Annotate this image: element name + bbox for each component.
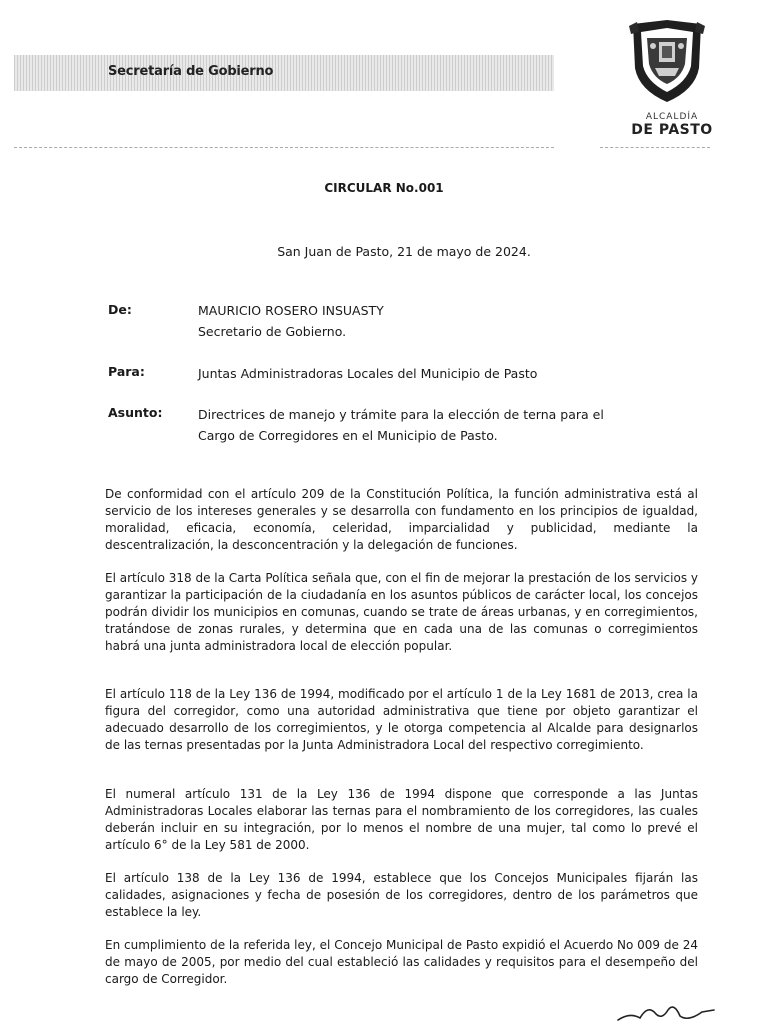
coat-of-arms-icon [627,18,707,104]
para-label: Para: [108,364,145,379]
header-divider [14,147,554,148]
para-value: Juntas Administradoras Locales del Municipio de Pasto [198,366,538,381]
brand-top-label: ALCALDÍA [645,112,699,122]
department-name: Secretaría de Gobierno [108,64,274,79]
asunto-line-2: Cargo de Corregidores en el Municipio de Pasto. [198,428,498,443]
header-divider-right [600,147,710,148]
paragraph: El artículo 118 de la Ley 136 de 1994, modificado por el artículo 1 de la Ley 1681 de 2013, crea la figura del corregidor, como una autoridad administrativa que tiene por objeto garantizar el adecuado desarrollo de los corregimientos, y le otorga competencia al Alcalde para designarlos de las ternas presentadas por la Junta Administradora Local del respectivo corregimiento. [105,687,698,752]
header-band [14,55,554,91]
de-name: MAURICIO ROSERO INSUASTY [198,303,384,318]
brand-name: DE PASTO [631,122,713,138]
de-role: Secretario de Gobierno. [198,324,347,339]
paragraph: En cumplimiento de la referida ley, el Concejo Municipal de Pasto expidió el Acuerdo No 009 de 24 de mayo de 2005, por medio del cual estableció las calidades y requisitos para el desempeño del cargo de Corregidor. [105,938,698,986]
asunto-label: Asunto: [108,405,163,420]
date-line: San Juan de Pasto, 21 de mayo de 2024. [277,244,531,259]
paragraph: El artículo 138 de la Ley 136 de 1994, establece que los Concejos Municipales fijarán las calidades, asignaciones y fecha de posesión de los corregidores, dentro de los parámetros que establece la ley. [105,871,698,919]
circular-title: CIRCULAR No.001 [324,181,444,195]
de-label: De: [108,302,132,317]
paragraph: El artículo 318 de la Carta Política señala que, con el fin de mejorar la prestación de los servicios y garantizar la participación de la ciudadanía en los asuntos públicos de carácter local, los concejos podrán dividir los municipios en comunas, cuando se trate de áreas urbanas, y en corregimientos, tratándose de zonas rurales, y determina que en cada una de las comunas o corregimientos habrá una junta administradora local de elección popular. [105,571,698,653]
paragraph: El numeral artículo 131 de la Ley 136 de 1994 dispone que corresponde a las Juntas Administradoras Locales elaborar las ternas para el nombramiento de los corregidores, las cuales deberán incluir en su integración, por lo menos el nombre de una mujer, tal como lo prevé el artículo 6° de la Ley 581 de 2000. [105,787,698,852]
signature-mark [610,998,720,1024]
asunto-line-1: Directrices de manejo y trámite para la elección de terna para el [198,407,604,422]
paragraph: De conformidad con el artículo 209 de la Constitución Política, la función administrativa está al servicio de los intereses generales y se desarrolla con fundamento en los principios de igualdad, moralidad, eficacia, economía, celeridad, imparcialidad y publicidad, mediante la descentralización, la desconcentración y la delegación de funciones. [105,487,698,552]
